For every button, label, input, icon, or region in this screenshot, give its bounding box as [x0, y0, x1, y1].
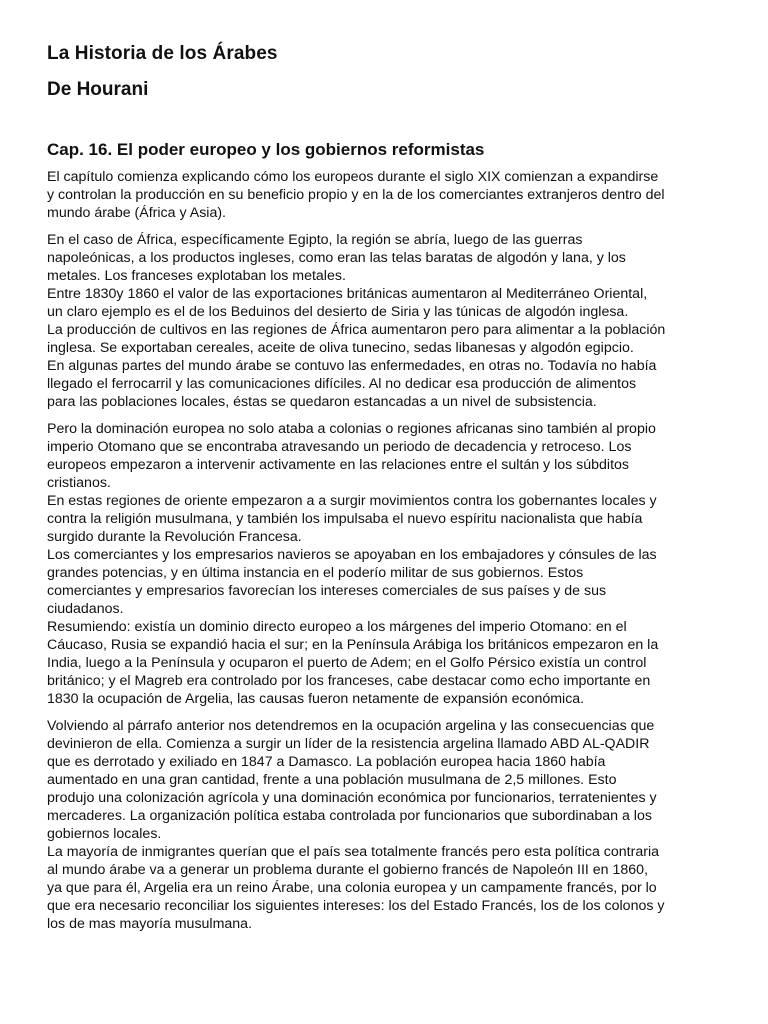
- text-line: Cáucaso, Rusia se expandió hacia el sur; en la Península Arábiga los británicos empezaron en la: [47, 637, 659, 653]
- text-line: llegado el ferrocarril y las comunicaciones difíciles. Al no dedicar esa producción de alimentos: [47, 376, 637, 392]
- text-line: En estas regiones de oriente empezaron a a surgir movimientos contra los gobernantes locales y: [47, 493, 657, 509]
- text-line: India, luego a la Península y ocuparon el puerto de Adem; en el Golfo Pérsico existía un control: [47, 655, 647, 671]
- text-line: aumentado en una gran cantidad, frente a una población musulmana de 2,5 millones. Esto: [47, 772, 617, 788]
- document-page: [47, 40, 727, 942]
- text-line: mercaderes. La organización política estaba controlada por funcionarios que subordinaban a los: [47, 808, 652, 824]
- text-line: mundo árabe (África y Asia).: [47, 205, 226, 221]
- text-line: napoleónicas, a los productos ingleses, como eran las telas baratas de algodón y lana, y los: [47, 250, 626, 266]
- paragraph-ottoman: [47, 420, 727, 708]
- text-line: imperio Otomano que se encontraba atravesando un periodo de decadencia y retroceso. Los: [47, 439, 632, 455]
- text-line: cristianos.: [47, 475, 111, 491]
- document-title: La Historia de los Árabes: [47, 43, 278, 64]
- text-line: ya que para él, Argelia era un reino Árabe, una colonia europea y un campamente francés, por lo: [47, 880, 657, 896]
- text-line: que era necesario reconciliar los siguientes intereses: los del Estado Francés, los de los colonos y: [47, 898, 665, 914]
- text-line: La mayoría de inmigrantes querían que el país sea totalmente francés pero esta política contraria: [47, 844, 659, 860]
- text-line: En algunas partes del mundo árabe se contuvo las enfermedades, en otras no. Todavía no había: [47, 358, 657, 374]
- text-line: para las poblaciones locales, éstas se quedaron estancadas a un nivel de subsistencia.: [47, 394, 597, 410]
- text-line: La producción de cultivos en las regiones de África aumentaron pero para alimentar a la población: [47, 322, 666, 338]
- text-line: Los comerciantes y los empresarios navieros se apoyaban en los embajadores y cónsules de las: [47, 547, 657, 563]
- text-line: metales. Los franceses explotaban los metales.: [47, 268, 346, 284]
- text-line: los de mas mayoría musulmana.: [47, 916, 253, 932]
- text-line: Pero la dominación europea no solo ataba a colonias o regiones africanas sino también al propio: [47, 421, 656, 437]
- text-line: británico; y el Magreb era controlado por los franceses, cabe destacar como echo importante en: [47, 673, 651, 689]
- paragraph-intro: [47, 168, 727, 222]
- text-line: inglesa. Se exportaban cereales, aceite de oliva tunecino, sedas libanesas y algodón egipcio.: [47, 340, 634, 356]
- text-line: ciudadanos.: [47, 601, 124, 617]
- text-line: al mundo árabe va a generar un problema durante el gobierno francés de Napoleón III en 1860,: [47, 862, 649, 878]
- text-line: que es derrotado y exiliado en 1847 a Damasco. La población europea hacia 1860 había: [47, 754, 606, 770]
- chapter-heading: Cap. 16. El poder europeo y los gobiernos reformistas: [47, 140, 485, 159]
- text-line: El capítulo comienza explicando cómo los europeos durante el siglo XIX comienzan a expandirse: [47, 169, 659, 185]
- text-line: comerciantes y empresarios favorecían los intereses comerciales de sus países y de sus: [47, 583, 607, 599]
- paragraph-algeria: [47, 717, 727, 933]
- text-line: En el caso de África, específicamente Egipto, la región se abría, luego de las guerras: [47, 232, 583, 248]
- text-line: un claro ejemplo es el de los Beduinos del desierto de Siria y las túnicas de algodón inglesa.: [47, 304, 629, 320]
- paragraph-africa: [47, 231, 727, 411]
- text-line: 1830 la ocupación de Argelia, las causas fueron netamente de expansión económica.: [47, 691, 585, 707]
- text-line: grandes potencias, y en última instancia en el poderío militar de sus gobiernos. Estos: [47, 565, 584, 581]
- text-line: surgido durante la Revolución Francesa.: [47, 529, 302, 545]
- text-line: europeos empezaron a intervenir activamente en las relaciones entre el sultán y los súbditos: [47, 457, 630, 473]
- text-line: produjo una colonización agrícola y una dominación económica por funcionarios, terratenientes y: [47, 790, 657, 806]
- text-line: gobiernos locales.: [47, 826, 162, 842]
- text-line: Volviendo al párrafo anterior nos detendremos en la ocupación argelina y las consecuencias que: [47, 718, 655, 734]
- text-line: devinieron de ella. Comienza a surgir un líder de la resistencia argelina llamado ABD AL-QADIR: [47, 736, 650, 752]
- text-line: Entre 1830y 1860 el valor de las exportaciones británicas aumentaron al Mediterráneo Oriental,: [47, 286, 648, 302]
- text-line: Resumiendo: existía un dominio directo europeo a los márgenes del imperio Otomano: en el: [47, 619, 627, 635]
- text-line: y controlan la producción en su beneficio propio y en la de los comerciantes extranjeros dentro del: [47, 187, 665, 203]
- document-subtitle: De Hourani: [47, 79, 149, 100]
- text-line: contra la religión musulmana, y también los impulsaba el nuevo espíritu nacionalista que había: [47, 511, 643, 527]
